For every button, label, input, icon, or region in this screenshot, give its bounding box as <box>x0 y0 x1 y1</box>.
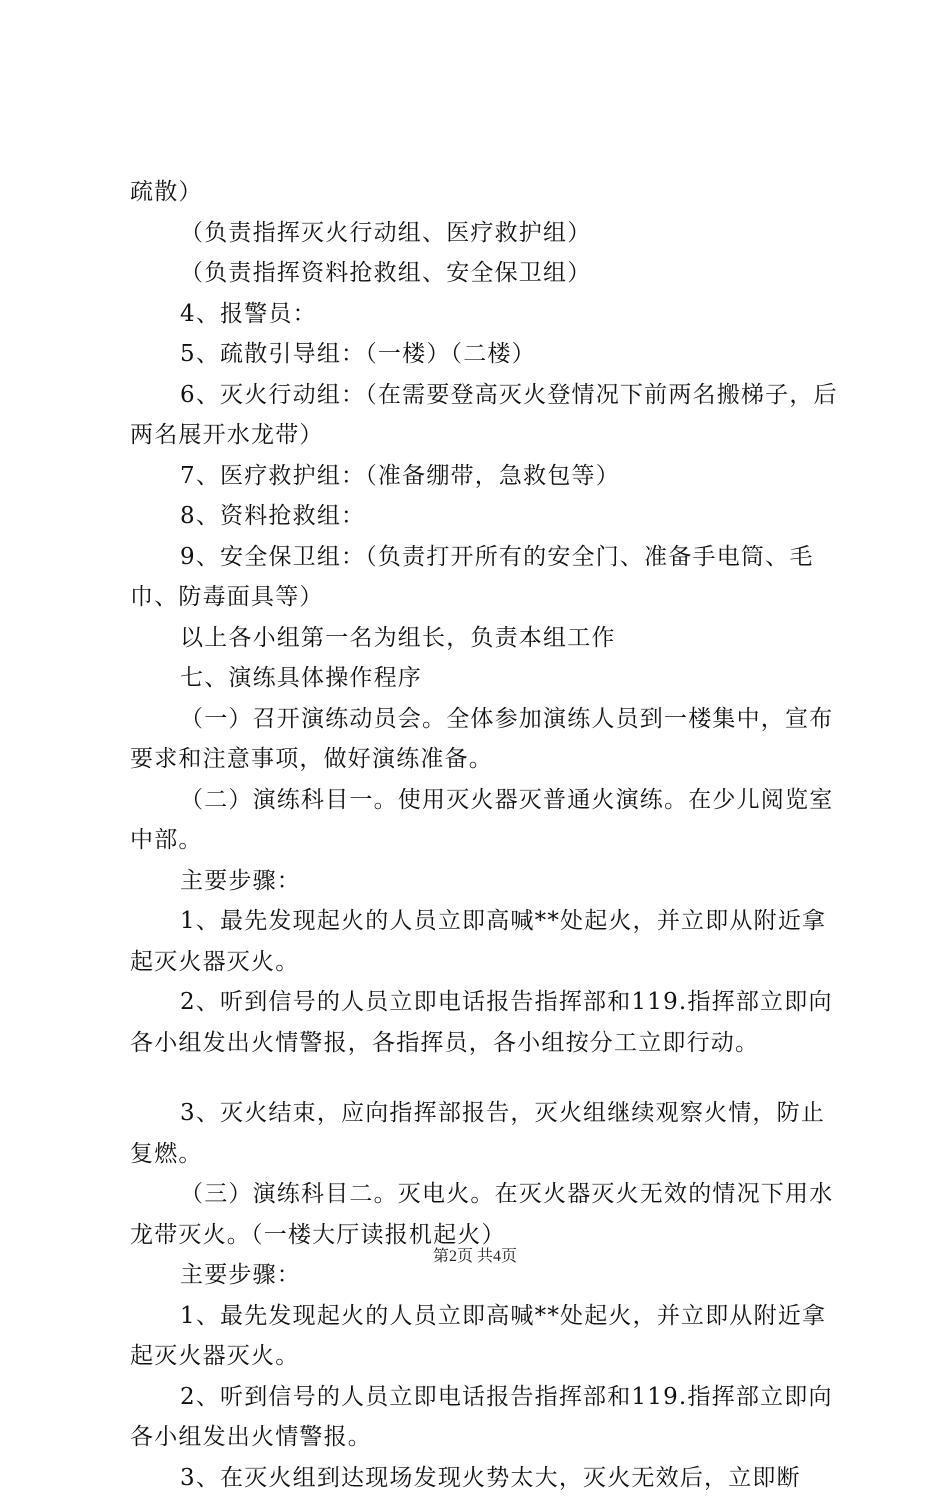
paragraph: 2、听到信号的人员立即电话报告指挥部和119.指挥部立即向各小组发出火情警报。 <box>130 1377 845 1458</box>
paragraph: 4、报警员： <box>130 294 845 335</box>
paragraph: 2、听到信号的人员立即电话报告指挥部和119.指挥部立即向各小组发出火情警报，各指挥员，各小组按分工立即行动。 <box>130 982 845 1063</box>
paragraph: 9、安全保卫组：（负责打开所有的安全门、准备手电筒、毛巾、防毒面具等） <box>130 537 845 618</box>
paragraph: 疏散） <box>130 172 845 213</box>
paragraph: 7、医疗救护组：（准备绷带，急救包等） <box>130 456 845 497</box>
paragraph: 3、灭火结束，应向指挥部报告，灭火组继续观察火情，防止复燃。 <box>130 1093 845 1174</box>
paragraph: 1、最先发现起火的人员立即高喊**处起火，并立即从附近拿起灭火器灭火。 <box>130 1296 845 1377</box>
paragraph: 6、灭火行动组：（在需要登高灭火登情况下前两名搬梯子，后两名展开水龙带） <box>130 375 845 456</box>
paragraph: （负责指挥灭火行动组、医疗救护组） <box>130 213 845 254</box>
paragraph: 5、疏散引导组：（一楼）（二楼） <box>130 334 845 375</box>
paragraph: （三）演练科目二。灭电火。在灭火器灭火无效的情况下用水龙带灭火。（一楼大厅读报机起火） <box>130 1174 845 1255</box>
document-body <box>130 172 845 1498</box>
paragraph: 以上各小组第一名为组长，负责本组工作 <box>130 618 845 659</box>
paragraph: （二）演练科目一。使用灭火器灭普通火演练。在少儿阅览室中部。 <box>130 780 845 861</box>
section-heading: 七、演练具体操作程序 <box>130 658 845 699</box>
paragraph: 8、资料抢救组： <box>130 496 845 537</box>
paragraph: 1、最先发现起火的人员立即高喊**处起火，并立即从附近拿起灭火器灭火。 <box>130 901 845 982</box>
paragraph: 主要步骤： <box>130 1255 845 1296</box>
paragraph: （负责指挥资料抢救组、安全保卫组） <box>130 253 845 294</box>
paragraph: 主要步骤： <box>130 861 845 902</box>
blank-line <box>130 1063 845 1093</box>
paragraph: 3、在灭火组到达现场发现火势太大，灭火无效后，立即断 <box>130 1458 845 1498</box>
page-number-footer: 第2页 共4页 <box>0 1243 950 1266</box>
paragraph: （一）召开演练动员会。全体参加演练人员到一楼集中，宣布要求和注意事项，做好演练准备。 <box>130 699 845 780</box>
